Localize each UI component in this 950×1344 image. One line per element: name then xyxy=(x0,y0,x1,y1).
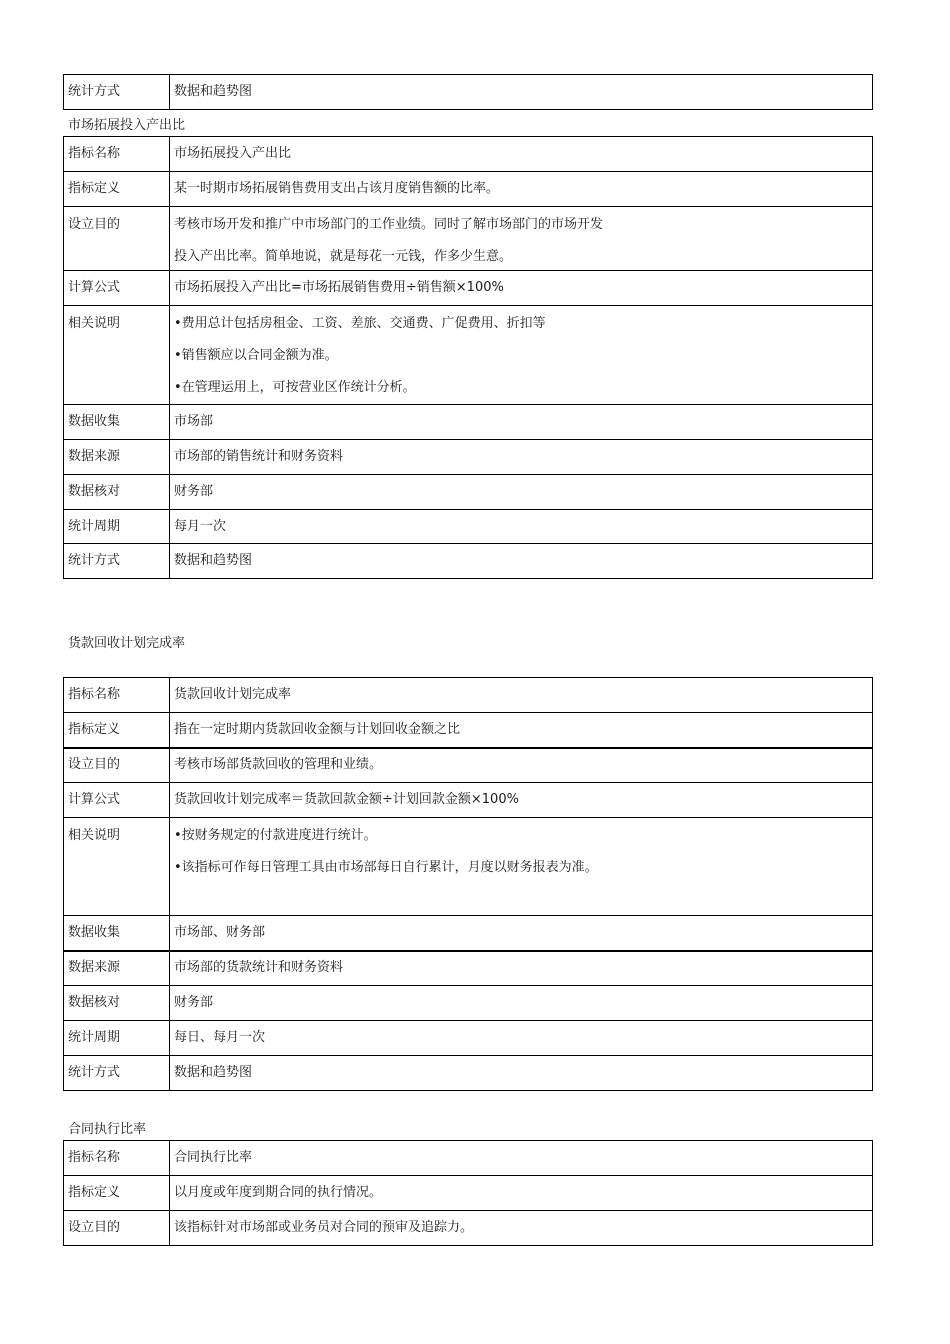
table-row xyxy=(64,678,873,713)
row-label: 数据收集 xyxy=(64,405,170,440)
table-row xyxy=(64,1211,873,1246)
row-value: 某一时期市场拓展销售费用支出占该月度销售额的比率。 xyxy=(170,172,873,207)
text-line: 投入产出比率。简单地说，就是每花一元钱，作多少生意。 xyxy=(174,249,513,264)
table-row xyxy=(64,1021,873,1056)
table-row xyxy=(64,1056,873,1091)
section-heading: 货款回收计划完成率 xyxy=(68,636,186,651)
row-value: 数据和趋势图 xyxy=(170,1056,873,1091)
row-label: 计算公式 xyxy=(64,271,170,306)
row-label: 统计方式 xyxy=(64,544,170,579)
table-row xyxy=(64,440,873,475)
row-value: 考核市场部货款回收的管理和业绩。 xyxy=(170,748,873,783)
table-row xyxy=(64,1176,873,1211)
text-line: •按财务规定的付款进度进行统计。 xyxy=(174,828,377,843)
row-value: 货款回收计划完成率 xyxy=(170,678,873,713)
table-row xyxy=(64,1141,873,1176)
row-label: 设立目的 xyxy=(64,748,170,783)
table-row xyxy=(64,137,873,172)
row-value: 每日、每月一次 xyxy=(170,1021,873,1056)
row-label: 数据收集 xyxy=(64,916,170,951)
table-row xyxy=(64,748,873,783)
table-row xyxy=(64,75,873,110)
row-label: 设立目的 xyxy=(64,1211,170,1246)
row-value: 市场拓展投入产出比 xyxy=(170,137,873,172)
table-row xyxy=(64,172,873,207)
row-value xyxy=(170,207,873,271)
row-value xyxy=(170,306,873,405)
row-value: 数据和趋势图 xyxy=(170,75,873,110)
row-label: 统计方式 xyxy=(64,75,170,110)
row-value: 财务部 xyxy=(170,986,873,1021)
table-row xyxy=(64,510,873,544)
top-table xyxy=(63,74,873,110)
section-heading: 市场拓展投入产出比 xyxy=(68,118,186,133)
table-row xyxy=(64,818,873,916)
row-label: 统计周期 xyxy=(64,1021,170,1056)
table-row xyxy=(64,916,873,951)
text-line: •费用总计包括房租金、工资、差旅、交通费、广促费用、折扣等 xyxy=(174,316,546,331)
table-row xyxy=(64,544,873,579)
row-value: 市场部的销售统计和财务资料 xyxy=(170,440,873,475)
table-row xyxy=(64,475,873,510)
row-label: 指标定义 xyxy=(64,172,170,207)
section3-table xyxy=(63,1140,873,1246)
row-label: 相关说明 xyxy=(64,306,170,405)
row-label: 设立目的 xyxy=(64,207,170,271)
row-label: 数据来源 xyxy=(64,440,170,475)
row-value: 市场部、财务部 xyxy=(170,916,873,951)
row-label: 指标名称 xyxy=(64,137,170,172)
table-row xyxy=(64,951,873,986)
table-row xyxy=(64,783,873,818)
row-label: 指标定义 xyxy=(64,713,170,748)
row-label: 计算公式 xyxy=(64,783,170,818)
row-value: 每月一次 xyxy=(170,510,873,544)
table-row xyxy=(64,713,873,748)
row-value: 市场部的货款统计和财务资料 xyxy=(170,951,873,986)
section-heading: 合同执行比率 xyxy=(68,1122,147,1137)
section2-table xyxy=(63,677,873,1091)
table-row xyxy=(64,306,873,405)
text-line: •该指标可作每日管理工具由市场部每日自行累计，月度以财务报表为准。 xyxy=(174,860,598,875)
text-line: •在管理运用上，可按营业区作统计分析。 xyxy=(174,380,416,395)
row-value: 货款回收计划完成率＝货款回款金额÷计划回款金额×100% xyxy=(170,783,873,818)
text-line: 考核市场开发和推广中市场部门的工作业绩。同时了解市场部门的市场开发 xyxy=(174,217,604,232)
row-label: 指标定义 xyxy=(64,1176,170,1211)
row-value: 该指标针对市场部或业务员对合同的预审及追踪力。 xyxy=(170,1211,873,1246)
table-row xyxy=(64,986,873,1021)
row-value: 数据和趋势图 xyxy=(170,544,873,579)
table-row xyxy=(64,207,873,271)
row-label: 统计周期 xyxy=(64,510,170,544)
row-value: 市场拓展投入产出比=市场拓展销售费用÷销售额×100% xyxy=(170,271,873,306)
row-label: 数据核对 xyxy=(64,475,170,510)
row-label: 指标名称 xyxy=(64,678,170,713)
text-line: •销售额应以合同金额为准。 xyxy=(174,348,338,363)
row-label: 相关说明 xyxy=(64,818,170,916)
row-value: 指在一定时期内货款回收金额与计划回收金额之比 xyxy=(170,713,873,748)
row-value: 合同执行比率 xyxy=(170,1141,873,1176)
row-label: 数据核对 xyxy=(64,986,170,1021)
row-value: 以月度或年度到期合同的执行情况。 xyxy=(170,1176,873,1211)
row-value: 财务部 xyxy=(170,475,873,510)
row-label: 数据来源 xyxy=(64,951,170,986)
row-label: 指标名称 xyxy=(64,1141,170,1176)
table-row xyxy=(64,405,873,440)
row-value xyxy=(170,818,873,916)
section1-table xyxy=(63,136,873,579)
table-row xyxy=(64,271,873,306)
row-label: 统计方式 xyxy=(64,1056,170,1091)
row-value: 市场部 xyxy=(170,405,873,440)
